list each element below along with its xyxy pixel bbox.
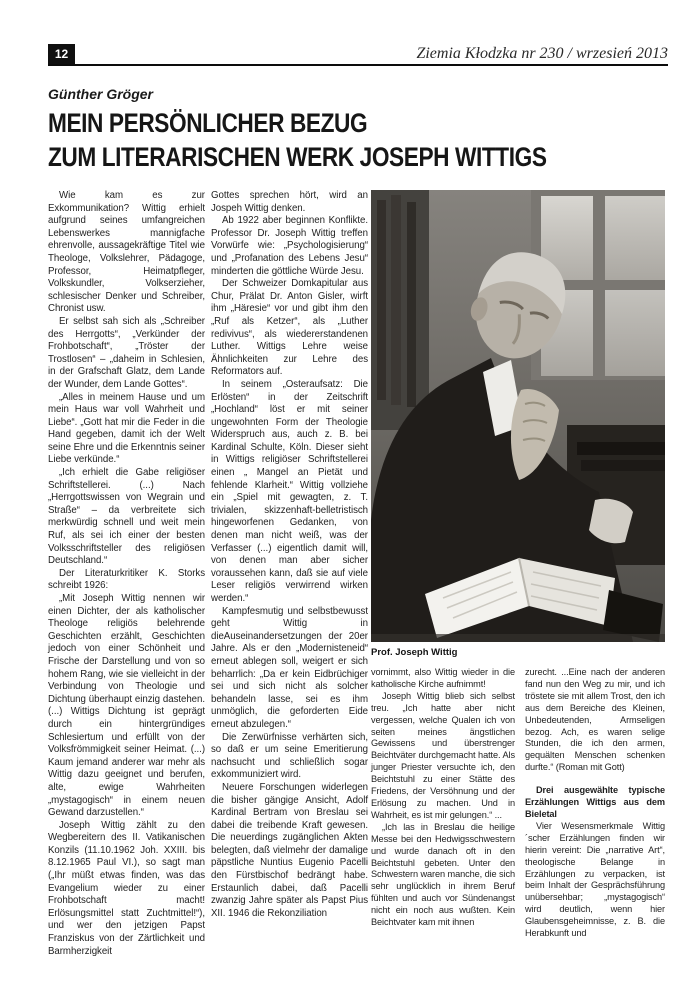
- paragraph: Der Schweizer Domkapitular aus Chur, Prälat Dr. Anton Gisler, wirft ihm „Häresie“ vor und gibt ihm den „Ruf als Ketzer“, als „Luther redivivus“, als wiedererstandenen Luther. Wittigs Lehre weise Ähnlichkeiten zur Lehre des Reformators auf.: [211, 278, 368, 378]
- text-column-3: [371, 667, 515, 940]
- paragraph: Wie kam es zur Exkommunikation? Wittig erhielt aufgrund seines umfangreichen Lebenswerkes mannigfache ehrenvolle, aussagekräftige Titel wie Theologe, Volkslehrer, Pädagoge, Professor, Heimatpfleger, Volkskundler, Volkserzieher, schlesischer Denker und Schreiber, Chronist usw.: [48, 190, 205, 315]
- joseph-wittig-photo: [371, 190, 665, 642]
- paragraph: Die Zerwürfnisse verhärten sich, so daß er um seine Emeritierung nachsucht und schließlich sogar exkommuniziert wird.: [211, 731, 368, 781]
- paragraph: „Ich erhielt die Gabe religiöser Schriftstellerei. (...) Nach „Herrgottswissen von Wegrain und Straße“ – da verbreitete sich merkwürdig schnell und weit mein Ruf, als sei ich einer der besten Volksschriftsteller des religiösen Deutschland.“: [48, 467, 205, 567]
- lower-columns: [371, 667, 665, 940]
- paragraph: Kampfesmutig und selbstbewusst geht Wittig in dieAuseinandersetzungen der 20er Jahre. Als er den „Modernisteneid“ erneut ablegen soll, weigert er sich beharrlich: „Da er kein Eidbrüchiger sei und sich nicht als solcher behandeln lasse, sei es ihm unmöglich, die geforderten Eide erneut abzulegen.“: [211, 605, 368, 730]
- text-column-2: [211, 190, 368, 920]
- article-author: Günther Gröger: [48, 86, 154, 102]
- paragraph: Ab 1922 aber beginnen Konflikte. Professor Dr. Joseph Wittig treffen Vorwürfe wie: „Psychologisierung“ und „Profanation des Lebens Jesu“ minderten die göttliche Würde Jesu.: [211, 215, 368, 277]
- header-rule: [48, 64, 668, 66]
- paragraph: „Ich las in Breslau die heilige Messe bei den Hedwigsschwestern und wurde danach oft in den Beichtstuhl gebeten. Unter den Schwestern waren manche, die sich sehr unglücklich in ihrem Beruf fühlten und auch vor Sündenangst nicht ein noch aus wußten. Kein Beichtvater kam mit ihnen: [371, 821, 515, 928]
- paragraph: Vier Wesensmerkmale Wittig´scher Erzählungen finden wir hierin vereint: Die „narrative Art“, theologische Belange in Erzählungen zu verpacken, ist beim Inhalt der Gesprächsführung unübersehbar; „mystagogisch“ wird deutlich, wenn hier Glaubensgeheimnisse, z. B. die Herabkunft und: [525, 820, 665, 939]
- photo-bottom-shadow: [371, 634, 665, 642]
- text-column-4: [525, 667, 665, 940]
- photo-caption: Prof. Joseph Wittig: [371, 647, 458, 658]
- paragraph: „Alles in meinem Hause und um mein Haus war voll Wahrheit und Liebe“. „Gott hat mir die Feder in die Hand gegeben, damit ich der Welt seine Ehre und die Erkenntnis seiner Liebe verkünde.“: [48, 391, 205, 466]
- paragraph: zurecht. ...Eine nach der anderen fand nun den Weg zu mir, und ich tröstete sie mit allem Trost, den ich aus dem Bereiche des Kleinen, Unbedeutenden, Armseligen bezog. Ach, es waren selige Stunden, die ich den armen, gequälten Menschen schenken durfte.“ (Roman mit Gott): [525, 667, 665, 773]
- page-number-badge: 12: [48, 44, 75, 64]
- paragraph: Gottes sprechen hört, wird an Jospeh Wittig denken.: [211, 190, 368, 214]
- paragraph: Er selbst sah sich als „Schreiber des Herrgotts“, „Verkünder der Frohbotschaft“, „Tröster der Trostlosen“ – „daheim in Schlesien, in der Grafschaft Glatz, dem Lande der Wunder, dem Lande Gottes“.: [48, 315, 205, 390]
- title-line-1: MEIN PERSÖNLICHER BEZUG: [48, 108, 368, 138]
- title-line-2: ZUM LITERARISCHEN WERK JOSEPH WITTIGS: [48, 142, 547, 172]
- article-title: [48, 106, 547, 174]
- paragraph: Neuere Forschungen widerlegen die bisher gängige Ansicht, Adolf Kardinal Bertram von Breslau sei dabei die treibende Kraft gewesen. Die neuerdings zugänglichen Akten belegten, daß vielmehr der damalige päpstliche Nuntius Eugenio Pacelli den Fürstbischof bedrängt habe. Erstaunlich dabei, daß Pacelli zwanzig Jahre später als Papst Pius XII. 1946 die Rekonziliation: [211, 781, 368, 919]
- paragraph: vornimmt, also Wittig wieder in die katholische Kirche aufnimmt!: [371, 667, 515, 689]
- paragraph: Joseph Wittig zählt zu den Wegbereitern des II. Vatikanischen Konzils (11.10.1962 Joh. XXIII. bis 8.12.1965 Paul VI.), so sagt man („Ihr müßt etwas finden, was das Evangelium wieder zu einer Frohbotschaft macht! Erlösungsmittel statt Zuchtmittel!“), und wer den jetzigen Papst Franziskus von der Zärtlichkeit und Barmherzigkeit: [48, 819, 205, 957]
- bookshelf: [371, 190, 429, 430]
- photo-region: [371, 190, 665, 940]
- section-subheading: Drei ausgewählte typische Erzählungen Wittigs aus dem Bieletal: [525, 785, 665, 819]
- paragraph: Der Literaturkritiker K. Storks schreibt 1926:: [48, 567, 205, 592]
- text-column-1: [48, 190, 205, 958]
- edition-header: Ziemia Kłodzka nr 230 / wrzesień 2013: [416, 45, 668, 62]
- paragraph: Joseph Wittig blieb sich selbst treu. „Ich hatte aber nicht vergessen, welche Qualen ich von seiten meines ängstlichen Gewissens und überstrenger Beichtväter durchgemacht hatte. Als junger Priester versuchte ich, den Beichtstuhl zu einer Stätte des Friedens, der Versöhnung und der Erlösung zu machen. Und in Wahrheit, es ist mir gelungen.“ ...: [371, 690, 515, 820]
- paragraph: „Mit Joseph Wittig nennen wir einen Dichter, der als katholischer Theologe religiös belehrende Geschichten erzählt, Geschichten jedoch von einer Schönheit und Frische der Darstellung und von so hohem Rang, wie sie vielleicht in der Verbindung von Theologie und Dichtung überhaupt einzig dastehen. (...) Wittigs Dichtung ist geprägt durch ein hintergründiges Schlesiertum und erfüllt von der Volksfrömmigkeit seiner Heimat. (...) Kaum jemand anderer war mehr als Wittig dazu geeignet und berufen, alte, ewige Wahrheiten „mystagogisch“ in einem neuen Gewand darzustellen.“: [48, 593, 205, 819]
- paragraph: In seinem „Osteraufsatz: Die Erlösten“ in der Zeitschrift „Hochland“ löst er mit seiner ungewohnten Form der Theologie Widerspruch aus, auch z. B. bei Kardinal Schulte, Köln. Dieser sieht in Wittigs religiöser Schriftstellerei einen „ Mangel an Pietät und fehlende Klarheit.“ Wittig vollziehe ein „Spiel mit gewagten, z. T. trivialen, skizzenhaft-belletristisch hingeworfenen Gedanken, von denen man nicht weiß, was der Verfasser (...) eigentlich damit will, von denen man aber sicher voraussehen kann, daß sie auf viele Leser religiös verwirrend wirken werden.“: [211, 378, 368, 604]
